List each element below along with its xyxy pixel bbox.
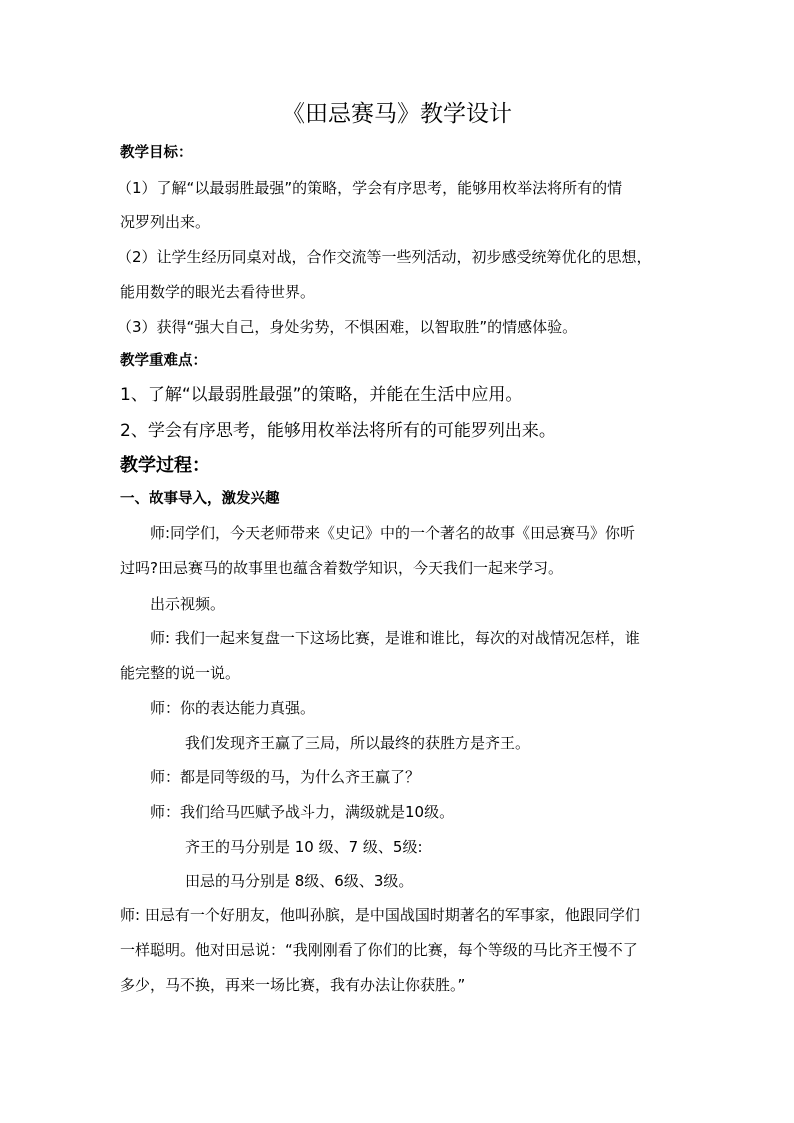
paragraph-2: 出示视频。: [150, 595, 226, 613]
goals-heading: 教学目标：: [120, 145, 193, 161]
paragraph-6: 师：都是同等级的马，为什么齐王赢了？: [150, 768, 421, 786]
keypoints-heading: 教学重难点：: [120, 353, 207, 369]
paragraph-8: 齐王的马分别是 10 级、7 级、5级:: [185, 838, 423, 856]
paragraph-1-line-2: 过吗?田忌赛马的故事里也蕴含着数学知识，今天我们一起来学习。: [120, 559, 563, 577]
paragraph-5: 我们发现齐王赢了三局，所以最终的获胜方是齐王。: [185, 734, 531, 752]
paragraph-10-line-2: 一样聪明。他对田忌说：“我刚刚看了你们的比赛，每个等级的马比齐王慢不了: [120, 941, 638, 959]
paragraph-10-line-1: 师: 田忌有一个好朋友，他叫孙膑，是中国战国时期著名的军事家，他跟同学们: [120, 906, 640, 924]
paragraph-1-line-1: 师:同学们，今天老师带来《史记》中的一个著名的故事《田忌赛马》你听: [150, 524, 636, 542]
paragraph-9: 田忌的马分别是 8级、6级、3级。: [185, 872, 414, 890]
goal-2-line-1: （2）让学生经历同桌对战，合作交流等一些列活动，初步感受统筹优化的思想，: [117, 248, 652, 266]
paragraph-3-line-1: 师: 我们一起来复盘一下这场比赛，是谁和谁比，每次的对战情况怎样，谁: [150, 629, 640, 647]
paragraph-4: 师：你的表达能力真强。: [150, 699, 316, 717]
goal-1-line-1: （1）了解“以最弱胜最强”的策略，学会有序思考，能够用枚举法将所有的情: [117, 179, 623, 197]
goal-3: （3）获得“强大自己，身处劣势，不惧困难，以智取胜”的情感体验。: [117, 318, 578, 336]
page-title: 《田忌赛马》教学设计: [282, 101, 512, 127]
goal-1-line-2: 况罗列出来。: [120, 213, 211, 231]
section-1-heading: 一、故事导入，激发兴趣: [120, 491, 280, 507]
goal-2-line-2: 能用数学的眼光去看待世界。: [120, 283, 316, 301]
paragraph-3-line-2: 能完整的说一说。: [120, 664, 241, 682]
process-heading: 教学过程：: [120, 455, 210, 476]
keypoint-1: 1、了解“以最弱胜最强”的策略，并能在生活中应用。: [120, 385, 523, 405]
paragraph-7: 师：我们给马匹赋予战斗力，满级就是10级。: [150, 803, 455, 821]
keypoint-2: 2、学会有序思考，能够用枚举法将所有的可能罗列出来。: [120, 421, 556, 441]
paragraph-10-line-3: 多少，马不换，再来一场比赛，我有办法让你获胜。”: [120, 976, 466, 994]
